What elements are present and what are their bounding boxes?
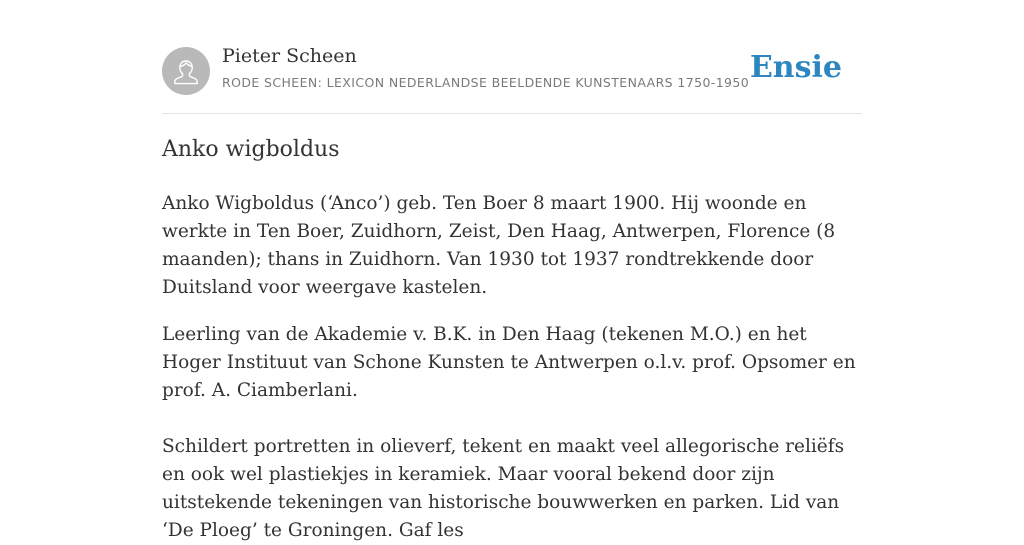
user-silhouette-icon — [162, 47, 210, 95]
source-label[interactable]: RODE SCHEEN: LEXICON NEDERLANDSE BEELDENDE KUNSTENAARS 1750-1950 — [222, 75, 750, 90]
author-name[interactable]: Pieter Scheen — [222, 45, 357, 67]
article-title: Anko wigboldus — [162, 137, 340, 162]
article-container — [162, 0, 862, 541]
paragraph-1: Anko Wigboldus (‘Anco’) geb. Ten Boer 8 maart 1900. Hij woonde en werkte in Ten Boer, Zuidhorn, Zeist, Den Haag, Antwerpen, Florence (8 maanden); thans in Zuidhorn. Van 1930 tot 1937 rondtrekkende door Duitsland voor weergave kastelen. — [162, 193, 836, 298]
paragraph-2: Leerling van de Akademie v. B.K. in Den Haag (tekenen M.O.) en het Hoger Instituut van Schone Kunsten te Antwerpen o.l.v. prof. Opsomer en prof. A. Ciamberlani. — [162, 324, 856, 401]
article-header — [162, 0, 862, 114]
ensie-logo[interactable]: Ensie — [749, 50, 842, 85]
avatar[interactable] — [162, 47, 210, 95]
article-body — [162, 190, 866, 545]
paragraph-3: Schildert portretten in olieverf, tekent en maakt veel allegorische reliëfs en ook wel plastiekjes in keramiek. Maar vooral bekend door zijn uitstekende tekeningen van historische bouwwerken en parken. Lid van ‘De Ploeg’ te Groningen. Gaf les — [162, 436, 845, 541]
